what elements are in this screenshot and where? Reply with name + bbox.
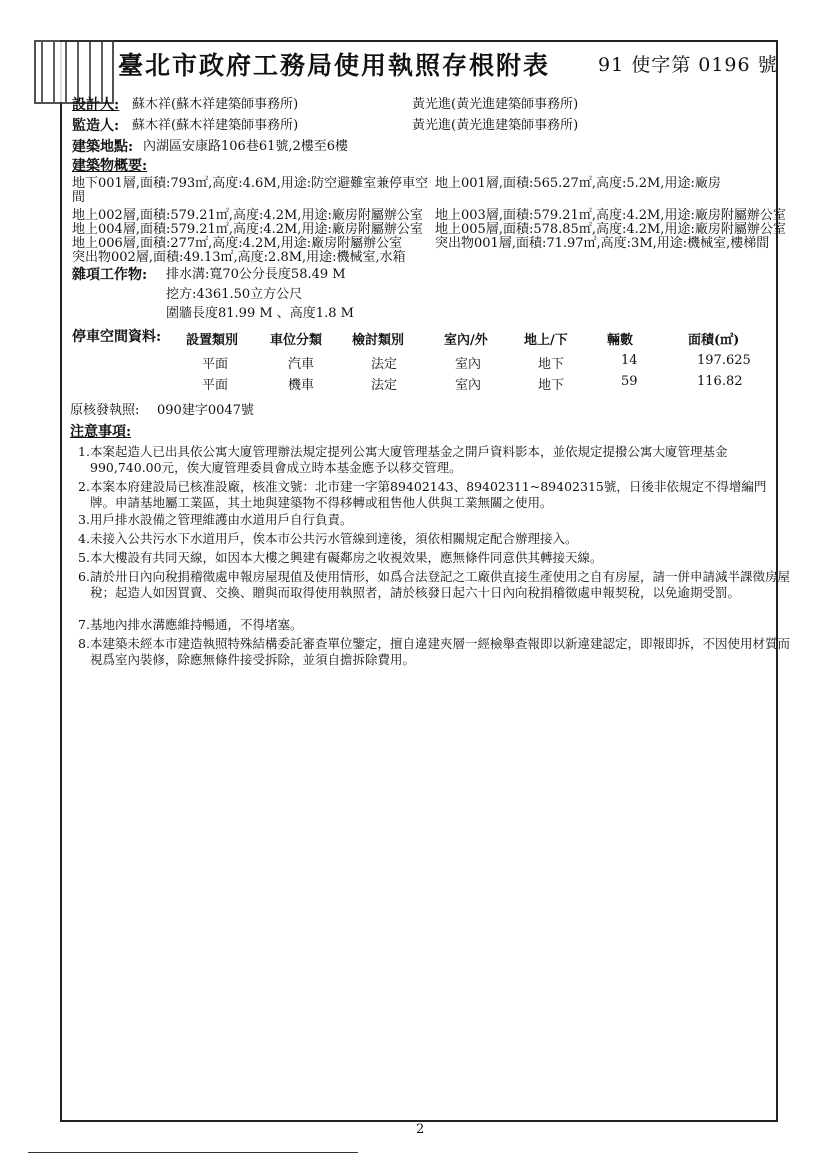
misc-works-label: 雜項工作物: — [72, 267, 148, 283]
floor-b1: 地下001層,面積:793㎡,高度:4.6M,用途:防空避難室兼停車空 — [72, 176, 429, 191]
parking-header: 地上/下 — [524, 333, 568, 348]
note-text: 基地內排水溝應維持暢通，不得堵塞。 — [90, 617, 303, 632]
parking-cell: 汽車 — [288, 357, 315, 372]
parking-cell: 地下 — [538, 357, 565, 372]
location-label: 建築地點: — [72, 139, 134, 155]
note-text: 本案起造人已出具依公寓大廈管理辦法規定提列公寓大廈管理基金之開戶資料影本，並依規定提撥公寓大廈管理基金990,740.00元，俟大廈管理委員會成立時本基金應予以移交管理。 — [90, 444, 728, 475]
note-item: 8. 本建築未經本市建造執照特殊結構委託審查單位鑒定，擅自違建夾層一經檢舉查報即以新違建認定，即報即拆，不因使用材質而視爲室內裝修，除應無條件接受拆除，並須自擔拆除費用。 — [78, 636, 791, 667]
supervisor-value-1: 蘇木祥(蘇木祥建築師事務所) — [132, 118, 299, 133]
parking-cell: 機車 — [288, 378, 315, 393]
parking-cell: 116.82 — [697, 374, 743, 389]
supervisor-value-2: 黃光進(黃光進建築師事務所) — [412, 118, 579, 133]
note-item: 5. 本大樓設有共同天線，如因本大樓之興建有礙鄰房之收視效果，應無條件同意供其轉接天線。 — [78, 550, 790, 566]
supervisor-label: 監造人: — [72, 118, 120, 134]
note-item: 1. 本案起造人已出具依公寓大廈管理辦法規定提列公寓大廈管理基金之開戶資料影本，並依規定提撥公寓大廈管理基金990,740.00元，俟大廈管理委員會成立時本基金應予以移交管理。 — [78, 444, 790, 476]
note-item: 4. 未接入公共污水下水道用戶，俟本市公共污水管線到達後，須依相關規定配合辦理接入。 — [78, 531, 790, 547]
note-text: 用戶排水設備之管理維護由水道用戶自行負責。 — [90, 512, 353, 527]
wall-value: 圍牆長度81.99 M 、高度1.8 M — [166, 306, 354, 321]
note-item: 7. 基地內排水溝應維持暢通，不得堵塞。 — [78, 617, 790, 633]
official-seal-stamp — [34, 40, 114, 104]
note-text: 請於卅日內向稅捐稽徵處申報房屋現值及使用情形，如爲合法登記之工廠供直接生產使用之自有房屋，請一併申請減半課徵房屋稅；起造人如因買賣、交換、贈與而取得使用執照者，請於核發日起六十日內向稅捐稽徵處申報契稅，以免逾期受罰。 — [90, 569, 791, 600]
overview-label: 建築物概要: — [72, 158, 148, 174]
parking-cell: 平面 — [202, 357, 229, 372]
note-item: 6. 請於卅日內向稅捐稽徵處申報房屋現值及使用情形，如爲合法登記之工廠供直接生產使用之自有房屋，請一併申請減半課徵房屋稅；起造人如因買賣、交換、贈與而取得使用執照者，請於核發日起六十日內向稅捐稽徵處申報契稅，以免逾期受罰。 — [78, 569, 791, 600]
designer-label: 設計人: — [72, 97, 120, 113]
parking-cell: 法定 — [371, 357, 398, 372]
parking-cell: 室內 — [455, 357, 482, 372]
parking-cell: 平面 — [202, 378, 229, 393]
parking-cell: 14 — [621, 353, 638, 368]
parking-cell: 197.625 — [697, 353, 751, 368]
note-text: 本建築未經本市建造執照特殊結構委託審查單位鑒定，擅自違建夾層一經檢舉查報即以新違建認定，即報即拆，不因使用材質而視爲室內裝修，除應無條件接受拆除，並須自擔拆除費用。 — [90, 636, 791, 667]
designer-value-2: 黃光進(黃光進建築師事務所) — [412, 97, 579, 112]
parking-cell: 室內 — [455, 378, 482, 393]
parking-cell: 地下 — [538, 378, 565, 393]
floor-2: 地上002層,面積:579.21㎡,高度:4.2M,用途:廠房附屬辦公室 — [72, 208, 423, 223]
floor-b1-cont: 間 — [72, 190, 86, 205]
parking-label: 停車空間資料: — [72, 329, 162, 345]
penthouse-1: 突出物001層,面積:71.97㎡,高度:3M,用途:機械室,樓梯間 — [435, 236, 770, 251]
location-value: 內湖區安康路106巷61號,2樓至6樓 — [143, 139, 349, 154]
note-item: 2. 本案本府建設局已核准設廠，核准文號：北市建一字第89402143、89402311~89402315號，日後非依規定不得增編門牌。申請基地屬工業區，其土地與建築物不得移轉或租售他人供與工業無關之使用。 — [78, 479, 790, 511]
excavation-value: 挖方:4361.50立方公尺 — [166, 287, 303, 302]
parking-cell: 法定 — [371, 378, 398, 393]
floor-5: 地上005層,面積:578.85㎡,高度:4.2M,用途:廠房附屬辦公室 — [435, 222, 786, 237]
parking-header: 室內/外 — [444, 333, 488, 348]
floor-4: 地上004層,面積:579.21㎡,高度:4.2M,用途:廠房附屬辦公室 — [72, 222, 423, 237]
note-text: 未接入公共污水下水道用戶，俟本市公共污水管線到達後，須依相關規定配合辦理接入。 — [90, 531, 578, 546]
parking-header: 設置類別 — [186, 333, 239, 348]
floor-6: 地上006層,面積:277㎡,高度:4.2M,用途:廠房附屬辦公室 — [72, 236, 403, 251]
parking-header: 檢討類別 — [352, 333, 405, 348]
parking-header: 面積(㎡) — [688, 333, 740, 348]
document-title: 臺北市政府工務局使用執照存根附表 — [118, 51, 551, 80]
penthouse-2: 突出物002層,面積:49.13㎡,高度:2.8M,用途:機械室,水箱 — [72, 250, 406, 265]
parking-cell: 59 — [621, 374, 638, 389]
floor-1: 地上001層,面積:565.27㎡,高度:5.2M,用途:廠房 — [435, 176, 721, 191]
designer-value-1: 蘇木祥(蘇木祥建築師事務所) — [132, 97, 299, 112]
drain-value: 排水溝:寬70公分長度58.49 M — [166, 267, 346, 282]
permit-number: 91 使字第 0196 號 — [598, 54, 778, 76]
original-permit-label: 原核發執照: — [70, 403, 140, 418]
footer-rule — [28, 1152, 358, 1153]
parking-header: 車位分類 — [270, 333, 323, 348]
note-item: 3. 用戶排水設備之管理維護由水道用戶自行負責。 — [78, 512, 790, 528]
original-permit-value: 090建字0047號 — [157, 403, 254, 418]
floor-3: 地上003層,面積:579.21㎡,高度:4.2M,用途:廠房附屬辦公室 — [435, 208, 786, 223]
page-number: 2 — [416, 1122, 425, 1137]
note-text: 本大樓設有共同天線，如因本大樓之興建有礙鄰房之收視效果，應無條件同意供其轉接天線。 — [90, 550, 603, 565]
note-text: 本案本府建設局已核准設廠，核准文號：北市建一字第89402143、89402311~89402315號，日後非依規定不得增編門牌。申請基地屬工業區，其土地與建築物不得移轉或租售他人供與工業無關之使用。 — [90, 479, 767, 510]
parking-header: 輛數 — [607, 333, 634, 348]
notes-label: 注意事項: — [70, 424, 132, 440]
